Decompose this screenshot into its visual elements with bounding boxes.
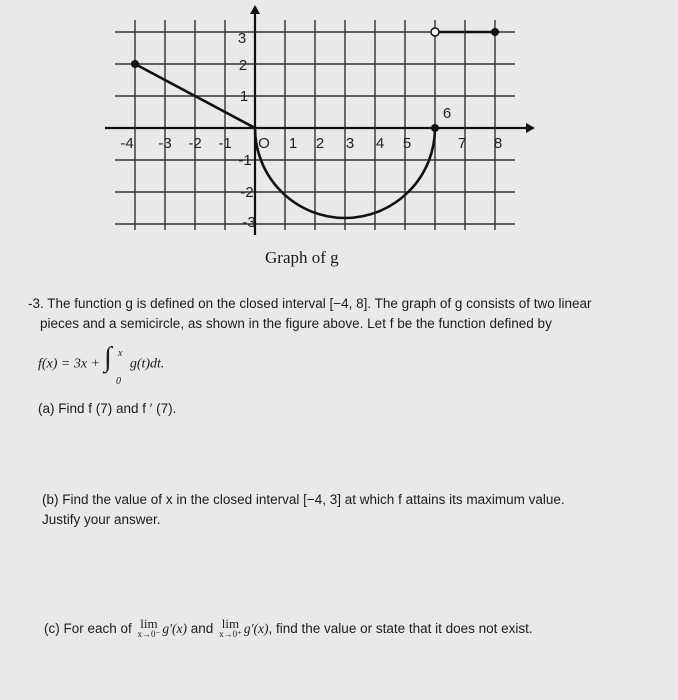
svg-text:-4: -4 [120, 135, 134, 152]
svg-text:2: 2 [238, 57, 248, 74]
part-c [44, 616, 674, 640]
svg-text:-2: -2 [240, 184, 254, 201]
part-b-line-1: (b) Find the value of x in the closed interval [−4, 3] at which f attains its maximum value. [42, 492, 565, 507]
closed-point [491, 28, 499, 36]
part-c-suffix: , find the value or state that it does not exist. [268, 621, 533, 636]
axes [105, 5, 535, 235]
intro-line-1: The function g is defined on the closed interval [−4, 8]. The graph of g consists of two linear [47, 296, 592, 311]
graph-caption: Graph of g [265, 248, 339, 267]
closed-point [131, 60, 139, 68]
integral-lower: 0 [115, 376, 121, 387]
svg-text:-1: -1 [218, 135, 232, 152]
formula-rhs: g(t)dt. [129, 356, 165, 372]
svg-text:3: 3 [237, 30, 247, 47]
svg-text:O: O [258, 135, 270, 152]
formula [38, 342, 165, 387]
closed-point [431, 124, 439, 132]
svg-text:1: 1 [239, 88, 249, 105]
svg-text:2: 2 [315, 135, 325, 152]
open-point [431, 28, 439, 36]
limit-2: lim x→0⁺ [219, 616, 242, 640]
question-intro [28, 294, 658, 334]
part-a: (a) Find f (7) and f ′ (7). [38, 401, 177, 416]
limit-2-function: g′(x) [243, 621, 269, 636]
intro-line-2: pieces and a semicircle, as shown in the figure above. Let f be the function defined by [40, 316, 552, 331]
part-b [42, 490, 662, 530]
svg-text:-3: -3 [158, 135, 172, 152]
svg-text:8: 8 [493, 135, 503, 152]
graph-of-g [0, 0, 678, 290]
limit-1-function: g′(x) [162, 621, 187, 636]
formula-lhs: f(x) = 3x + [38, 356, 101, 372]
svg-text:1: 1 [288, 135, 298, 152]
svg-text:4: 4 [375, 135, 385, 152]
limit-1: lim x→0⁻ [137, 616, 161, 640]
question-number: -3. [28, 296, 44, 311]
svg-text:-1: -1 [238, 152, 252, 169]
svg-text:6: 6 [442, 105, 452, 122]
y-tick-labels [238, 30, 256, 231]
svg-text:-2: -2 [188, 135, 202, 152]
integral-upper: x [117, 348, 123, 359]
svg-text:3: 3 [345, 135, 355, 152]
grid [115, 20, 515, 230]
part-b-line-2: Justify your answer. [42, 512, 161, 527]
part-c-prefix: (c) For each of [44, 621, 132, 636]
svg-text:7: 7 [457, 135, 467, 152]
part-c-and: and [190, 621, 214, 636]
svg-text:5: 5 [402, 135, 412, 152]
integral-sign: ∫ x 0 [104, 352, 126, 376]
svg-text:-3: -3 [242, 214, 256, 231]
